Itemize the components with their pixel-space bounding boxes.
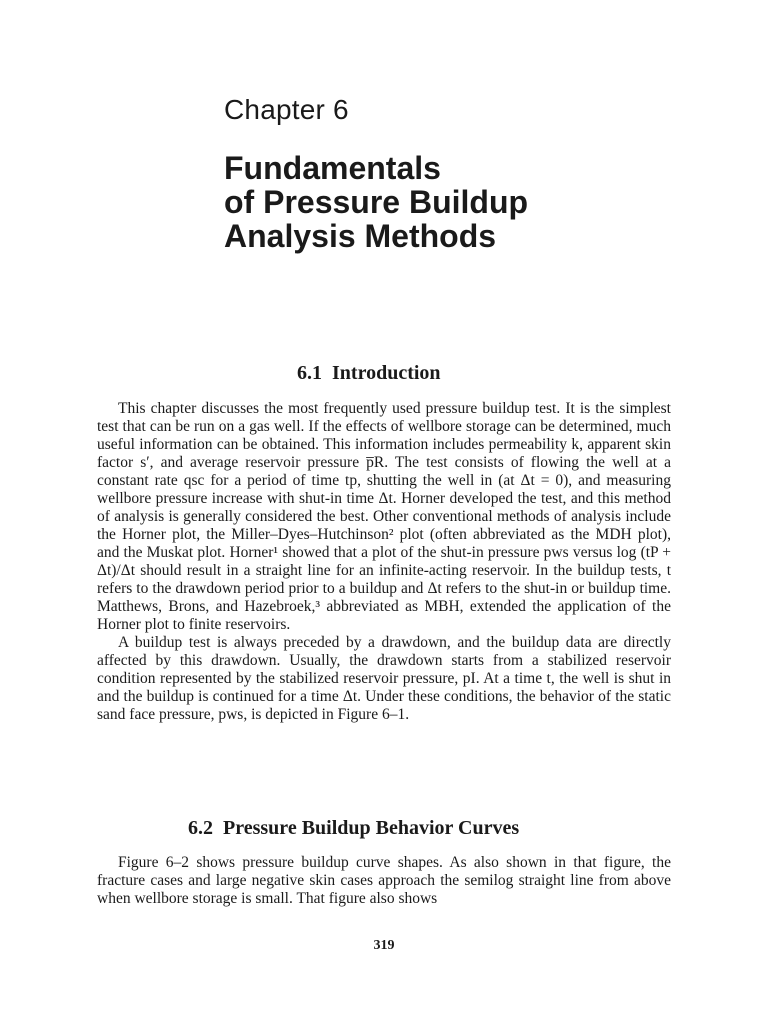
- section-heading-buildup-curves: [188, 817, 519, 840]
- chapter-title-line: Fundamentals: [224, 150, 441, 186]
- paragraph: Figure 6–2 shows pressure buildup curve shapes. As also shown in that figure, the fracture cases and large negative skin cases approach the semilog straight line from above when wellbore storage is small. That figure also shows: [97, 854, 671, 907]
- paragraph: This chapter discusses the most frequently used pressure buildup test. It is the simplest test that can be run on a gas well. If the effects of wellbore storage can be determined, much useful information can be obtained. This information includes permeability k, apparent skin factor s′, and average reservoir pressure p̅R. The test consists of flowing the well at a constant rate qsc for a period of time tp, shutting the well in (at Δt = 0), and measuring wellbore pressure increase with shut-in time Δt. Horner developed the test, and this method of analysis is generally considered the best. Other conventional methods of analysis include the Horner plot, the Miller–Dyes–Hutchinson² plot (often abbreviated as the MDH plot), and the Muskat plot. Horner¹ showed that a plot of the shut-in pressure pws versus log (tP + Δt)/Δt should result in a straight line for an infinite-acting reservoir. In the buildup tests, t refers to the drawdown period prior to a buildup and Δt refers to the shut-in or buildup time. Matthews, Brons, and Hazebroek,³ abbreviated as MBH, extended the application of the Horner plot to finite reservoirs.: [97, 400, 671, 633]
- section-heading-introduction: [297, 362, 441, 385]
- section-title: Pressure Buildup Behavior Curves: [223, 817, 520, 839]
- chapter-title-line: of Pressure Buildup: [224, 184, 529, 220]
- chapter-title-line: Analysis Methods: [224, 218, 497, 254]
- section-number: 6.1: [297, 362, 322, 384]
- paragraph: A buildup test is always preceded by a drawdown, and the buildup data are directly affected by this drawdown. Usually, the drawdown starts from a stabilized reservoir condition represented by the stabilized reservoir pressure, pI. At a time t, the well is shut in and the buildup is continued for a time Δt. Under these conditions, the behavior of the static sand face pressure, pws, is depicted in Figure 6–1.: [97, 634, 671, 723]
- chapter-label: Chapter 6: [224, 94, 349, 125]
- page-number: 319: [373, 938, 395, 953]
- section-number: 6.2: [188, 817, 213, 839]
- section-body-buildup-curves: [97, 854, 671, 908]
- section-title: Introduction: [332, 362, 441, 384]
- section-body-introduction: [97, 400, 671, 724]
- chapter-title: [224, 151, 744, 253]
